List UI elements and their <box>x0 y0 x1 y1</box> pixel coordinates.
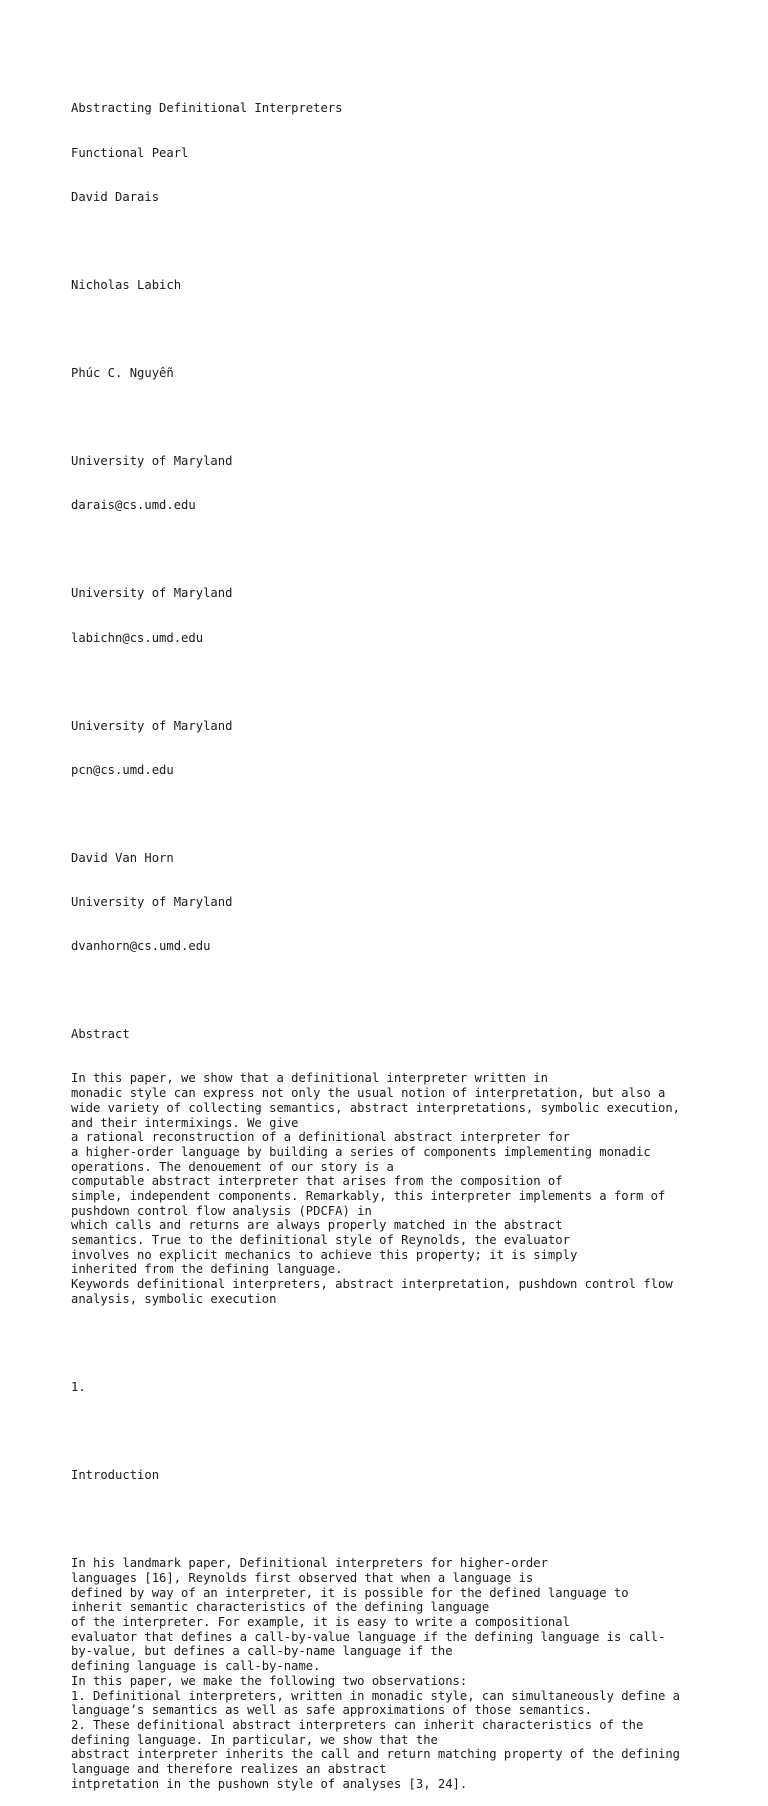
abstract-line: operations. The denouement of our story is a <box>71 1159 394 1174</box>
document-page <box>71 72 751 1806</box>
paragraph-line: language’s semantics as well as safe approximations of those semantics. <box>71 1703 592 1718</box>
abstract-line: monadic style can express not only the usual notion of interpretation, but also a <box>71 1086 666 1101</box>
author-name: Nicholas Labich <box>71 277 182 292</box>
abstract-line: inherited from the defining language. <box>71 1262 343 1277</box>
author-name: David Darais <box>71 189 160 204</box>
author-email: labichn@cs.umd.edu <box>71 630 204 645</box>
abstract-line: a higher-order language by building a series of components implementing monadic <box>71 1144 651 1159</box>
abstract-line: Keywords definitional interpreters, abstract interpretation, pushdown control flow <box>71 1277 673 1292</box>
abstract-line: computable abstract interpreter that arises from the composition of <box>71 1174 563 1189</box>
author-affiliation: University of Maryland <box>71 895 233 910</box>
paper-title: Abstracting Definitional Interpreters <box>71 101 343 116</box>
paragraph-line: language and therefore realizes an abstract <box>71 1761 387 1776</box>
abstract-line: In this paper, we show that a definitional interpreter written in <box>71 1071 548 1086</box>
paragraph-line: 2. These definitional abstract interpreters can inherit characteristics of the <box>71 1717 644 1732</box>
abstract-heading: Abstract <box>71 1027 130 1042</box>
abstract-line: involves no explicit mechanics to achieve this property; it is simply <box>71 1247 578 1262</box>
author-email: dvanhorn@cs.umd.edu <box>71 939 211 954</box>
paragraph-line: evaluator that defines a call-by-value language if the defining language is call- <box>71 1629 666 1644</box>
author-affiliation: University of Maryland <box>71 454 233 469</box>
introduction-body <box>71 1556 751 1791</box>
paragraph-line: by-value, but defines a call-by-name language if the <box>71 1644 453 1659</box>
paragraph-line: abstract interpreter inherits the call and return matching property of the defining <box>71 1747 681 1762</box>
abstract-line: which calls and returns are always properly matched in the abstract <box>71 1218 563 1233</box>
paragraph-line: defining language is call-by-name. <box>71 1659 321 1674</box>
paragraph-line: 1. Definitional interpreters, written in monadic style, can simultaneously define a <box>71 1688 681 1703</box>
paragraph-line: languages [16], Reynolds first observed that when a language is <box>71 1571 534 1586</box>
abstract-line: semantics. True to the definitional style of Reynolds, the evaluator <box>71 1233 570 1248</box>
author-affiliation: University of Maryland <box>71 586 233 601</box>
abstract-line: wide variety of collecting semantics, abstract interpretations, symbolic execution, <box>71 1100 681 1115</box>
paragraph-line: defined by way of an interpreter, it is possible for the defined language to <box>71 1585 629 1600</box>
paragraph-line: intpretation in the pushown style of analyses [3, 24]. <box>71 1776 468 1791</box>
abstract-line: pushdown control flow analysis (PDCFA) in <box>71 1203 372 1218</box>
abstract-line: a rational reconstruction of a definitional abstract interpreter for <box>71 1130 570 1145</box>
author-name: Phúc C. Nguyễn <box>71 365 174 380</box>
abstract-line: simple, independent components. Remarkably, this interpreter implements a form of <box>71 1188 666 1203</box>
author-email: pcn@cs.umd.edu <box>71 762 174 777</box>
paragraph-line: In his landmark paper, Definitional interpreters for higher-order <box>71 1556 548 1571</box>
paper-subtitle: Functional Pearl <box>71 145 189 160</box>
section-number: 1. <box>71 1379 86 1394</box>
paragraph-line: inherit semantic characteristics of the defining language <box>71 1600 490 1615</box>
author-affiliation: University of Maryland <box>71 718 233 733</box>
abstract-body <box>71 1071 751 1306</box>
paragraph-line: defining language. In particular, we show that the <box>71 1732 438 1747</box>
section-heading: Introduction <box>71 1468 160 1483</box>
abstract-line: analysis, symbolic execution <box>71 1291 277 1306</box>
abstract-line: and their intermixings. We give <box>71 1115 299 1130</box>
paragraph-line: of the interpreter. For example, it is easy to write a compositional <box>71 1615 570 1630</box>
paragraph-line: In this paper, we make the following two observations: <box>71 1673 468 1688</box>
author-name: David Van Horn <box>71 851 174 865</box>
author-email: darais@cs.umd.edu <box>71 498 196 513</box>
